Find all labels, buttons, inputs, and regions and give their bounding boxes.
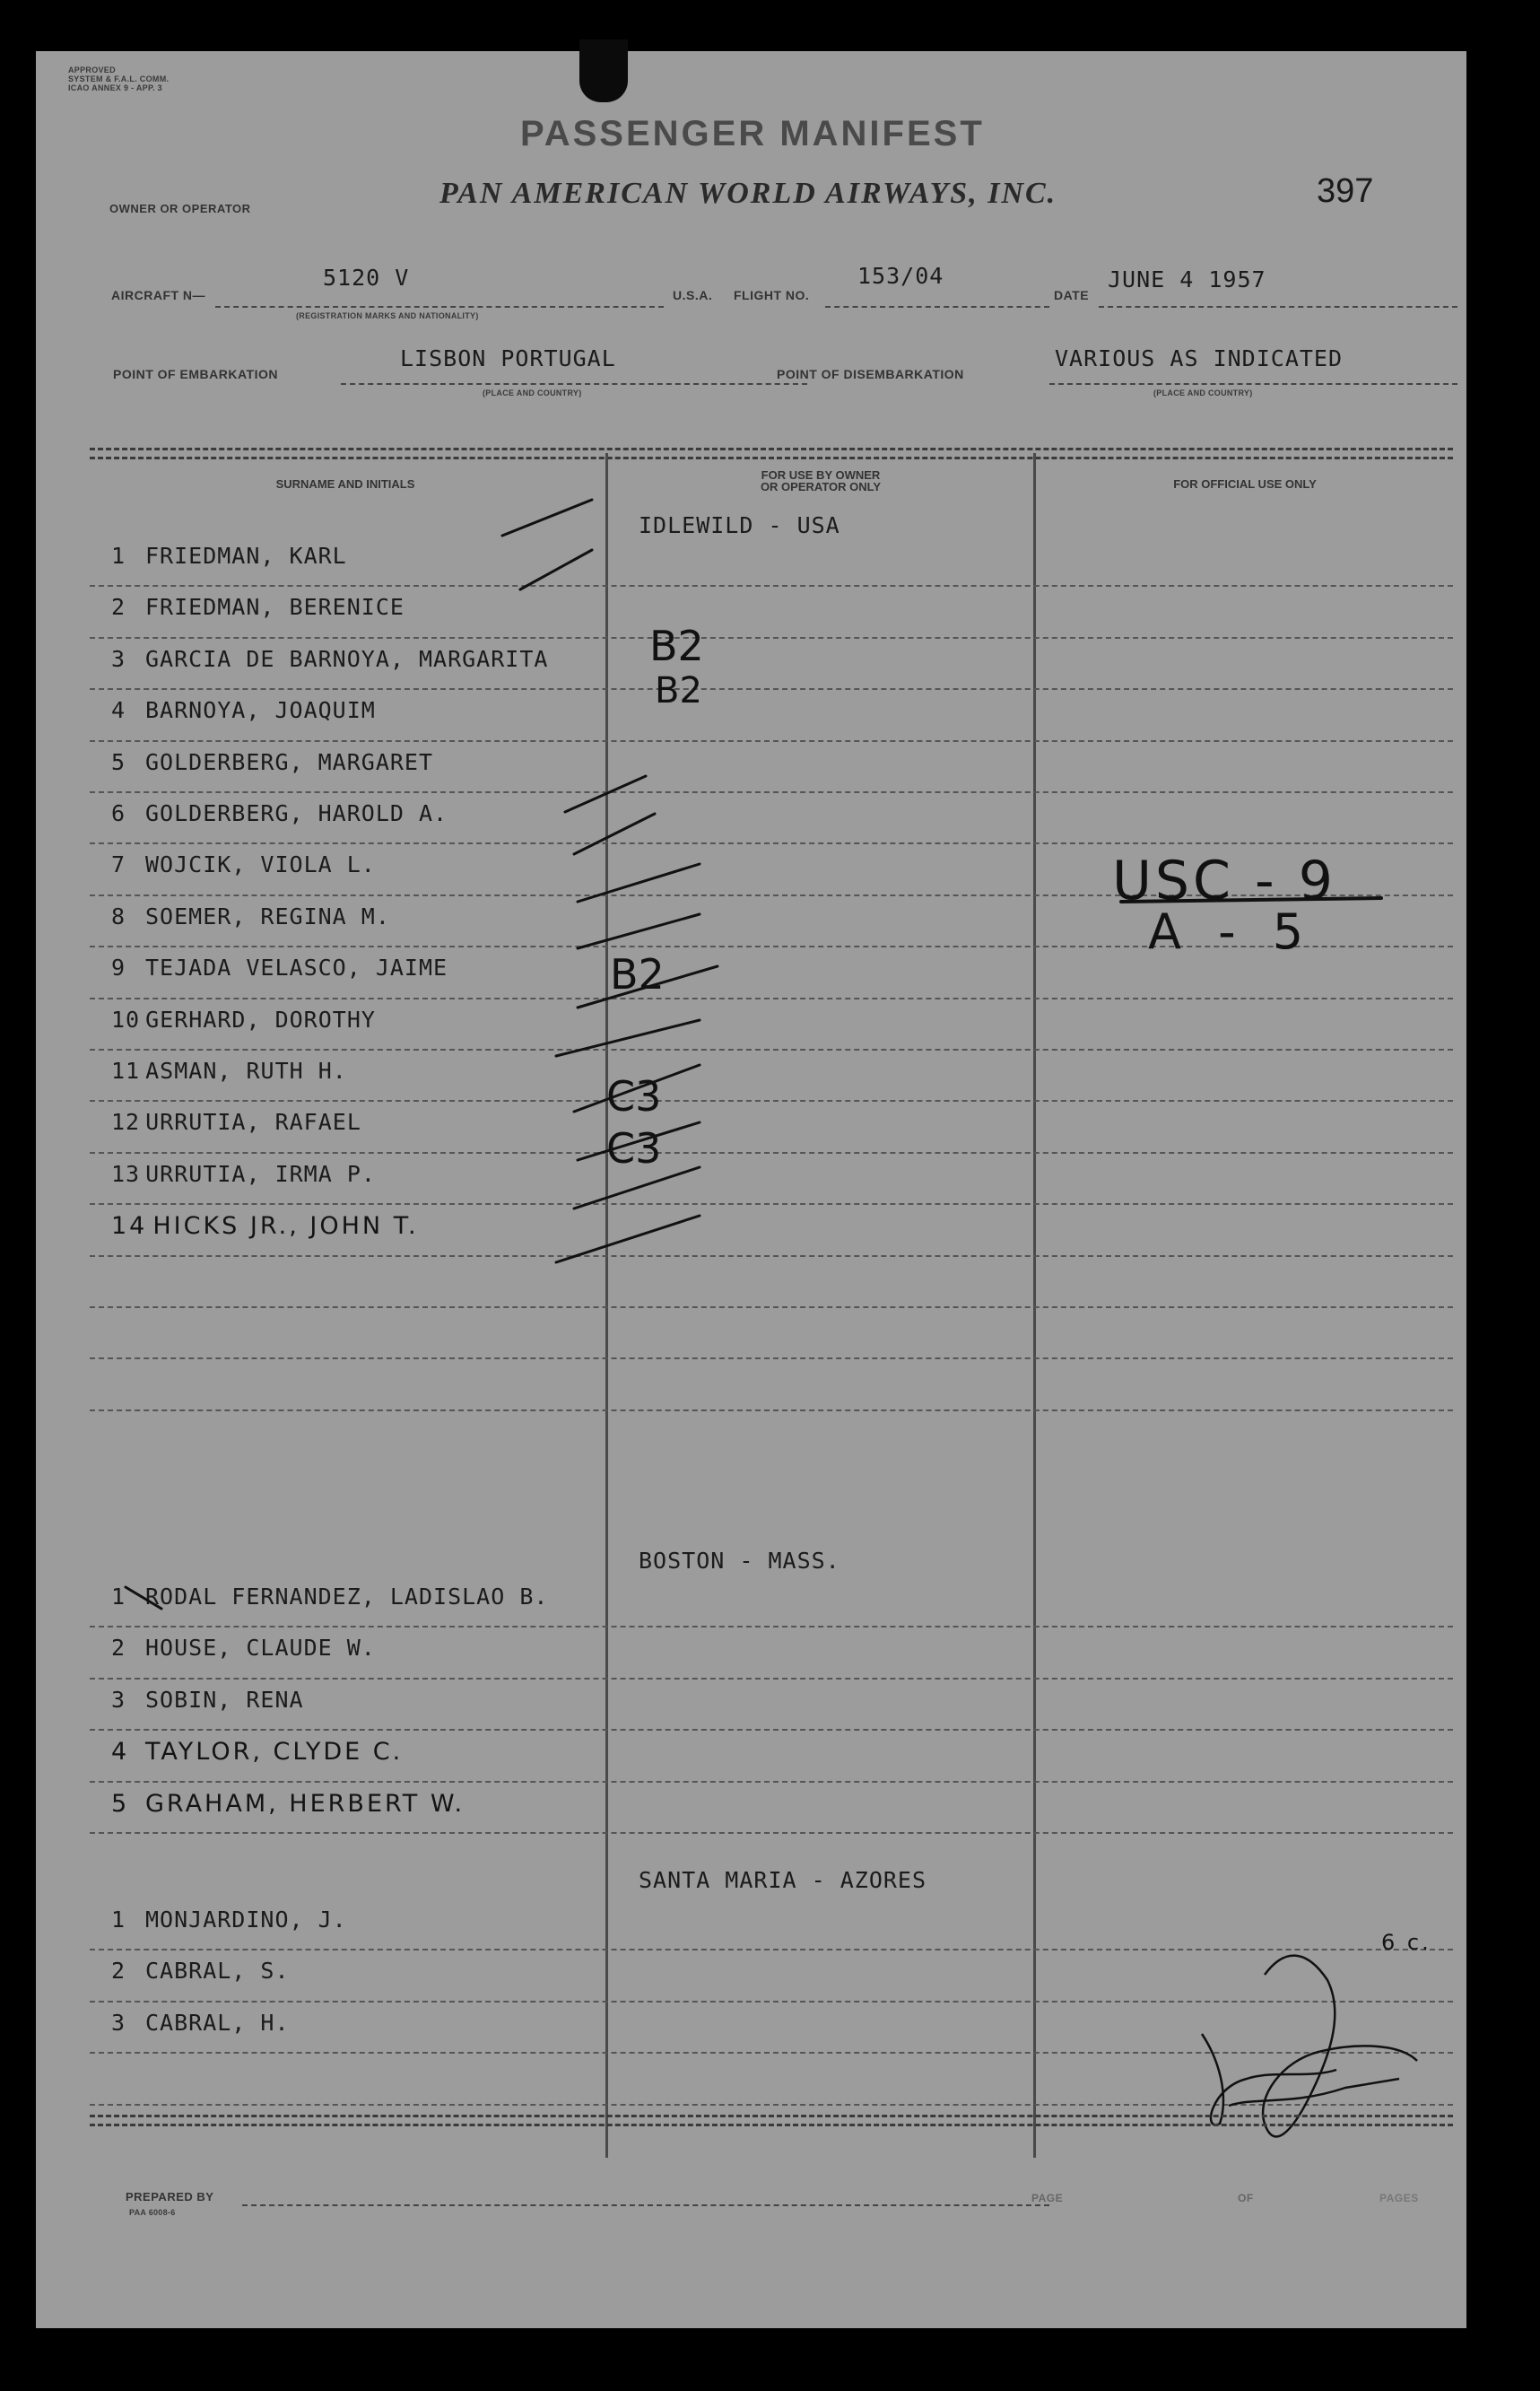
passenger-number: 10 <box>111 1006 141 1033</box>
usa-label: U.S.A. <box>673 288 713 302</box>
check-mark <box>502 500 592 536</box>
passenger-number: 4 <box>111 1738 130 1767</box>
check-mark <box>556 1020 700 1056</box>
page-title: PASSENGER MANIFEST <box>520 114 985 153</box>
passenger-number: 9 <box>111 955 126 982</box>
embark-note: (PLACE AND COUNTRY) <box>483 388 582 397</box>
date-value: JUNE 4 1957 <box>1108 266 1266 292</box>
passenger-number: 3 <box>111 1686 126 1713</box>
table-bottom-rule-2 <box>90 2124 1453 2126</box>
table-bottom-rule <box>90 2115 1453 2117</box>
approval-line-1: APPROVED <box>68 65 116 74</box>
passenger-name: CABRAL, H. <box>145 2009 290 2036</box>
signature-icon <box>1202 1956 1417 2137</box>
hole-punch <box>579 39 628 102</box>
destination-boston: BOSTON - MASS. <box>639 1548 840 1574</box>
check-mark <box>520 550 592 589</box>
passenger-name: HICKS JR., JOHN T. <box>152 1212 419 1241</box>
passenger-name: BARNOYA, JOAQUIM <box>145 697 376 724</box>
code-mark: B2 <box>655 670 702 711</box>
passenger-name: RODAL FERNANDEZ, LADISLAO B. <box>145 1584 549 1610</box>
passenger-name: HOUSE, CLAUDE W. <box>145 1635 376 1662</box>
pages-label: PAGES <box>1379 2192 1419 2204</box>
form-number: PAA 6008-6 <box>129 2208 176 2217</box>
approval-line-3: ICAO ANNEX 9 - APP. 3 <box>68 83 162 92</box>
page-number: 397 <box>1317 172 1374 210</box>
signature-suffix: 6 c. <box>1381 1930 1431 1955</box>
check-mark <box>556 1216 700 1262</box>
handwritten-marks <box>36 51 1466 2328</box>
passenger-number: 6 <box>111 800 126 826</box>
manifest-sheet <box>36 51 1466 2328</box>
passenger-name: GOLDERBERG, HAROLD A. <box>145 800 448 826</box>
check-mark <box>578 864 700 902</box>
passenger-name: SOEMER, REGINA M. <box>145 903 390 929</box>
check-mark <box>574 814 655 854</box>
passenger-name: ASMAN, RUTH H. <box>145 1058 347 1084</box>
passenger-name: WOJCIK, VIOLA L. <box>145 851 376 878</box>
passenger-number: 1 <box>111 1584 126 1610</box>
passenger-number: 7 <box>111 851 126 878</box>
owner-label: OWNER OR OPERATOR <box>109 202 251 215</box>
column-head-owner-line-2: OR OPERATOR ONLY <box>760 480 882 493</box>
disembark-label: POINT OF DISEMBARKATION <box>777 367 964 381</box>
passenger-number: 13 <box>111 1160 141 1187</box>
passenger-number: 1 <box>111 1907 126 1933</box>
aircraft-label: AIRCRAFT N— <box>111 288 206 302</box>
passenger-number: 1 <box>111 543 126 569</box>
page-label: PAGE <box>1031 2192 1064 2204</box>
passenger-name: MONJARDINO, J. <box>145 1907 347 1933</box>
check-mark <box>126 1587 161 1609</box>
flight-value: 153/04 <box>857 263 944 289</box>
column-head-owner-line-1: FOR USE BY OWNER <box>761 468 881 482</box>
prepared-by-label: PREPARED BY <box>126 2190 214 2203</box>
passenger-name: FRIEDMAN, KARL <box>145 543 347 569</box>
passenger-name: GRAHAM, HERBERT W. <box>145 1789 465 1818</box>
passenger-number: 4 <box>111 697 126 724</box>
company-name: PAN AMERICAN WORLD AIRWAYS, INC. <box>439 177 1057 210</box>
passenger-name: FRIEDMAN, BERENICE <box>145 594 405 621</box>
official-note-2: A - 5 <box>1148 903 1315 960</box>
passenger-number: 5 <box>111 1789 130 1818</box>
passenger-number: 2 <box>111 1635 126 1662</box>
passenger-name: TAYLOR, CLYDE C. <box>145 1738 404 1767</box>
passenger-name: SOBIN, RENA <box>145 1686 304 1713</box>
disembark-note: (PLACE AND COUNTRY) <box>1153 388 1253 397</box>
embark-value: LISBON PORTUGAL <box>400 345 616 371</box>
destination-santa-maria: SANTA MARIA - AZORES <box>639 1867 927 1893</box>
passenger-name: TEJADA VELASCO, JAIME <box>145 955 448 982</box>
passenger-name: GOLDERBERG, MARGARET <box>145 748 434 775</box>
approval-line-2: SYSTEM & F.A.L. COMM. <box>68 74 170 83</box>
passenger-number: 14 <box>111 1212 148 1241</box>
aircraft-value: 5120 V <box>323 265 410 291</box>
passenger-name: GERHARD, DOROTHY <box>145 1006 376 1033</box>
column-head-surname: SURNAME AND INITIALS <box>275 477 415 491</box>
passenger-name: CABRAL, S. <box>145 1958 290 1985</box>
passenger-number: 12 <box>111 1109 141 1136</box>
code-mark: B2 <box>649 622 704 670</box>
passenger-number: 5 <box>111 748 126 775</box>
date-label: DATE <box>1054 288 1090 302</box>
column-head-official: FOR OFFICIAL USE ONLY <box>1173 477 1317 491</box>
code-mark: B2 <box>610 950 665 999</box>
passenger-number: 11 <box>111 1058 141 1084</box>
passenger-name: URRUTIA, RAFAEL <box>145 1109 361 1136</box>
registration-note: (REGISTRATION MARKS AND NATIONALITY) <box>296 311 479 320</box>
passenger-number: 2 <box>111 1958 126 1985</box>
destination-idlewild: IDLEWILD - USA <box>639 512 840 538</box>
check-mark <box>574 1167 700 1209</box>
passenger-number: 3 <box>111 645 126 672</box>
disembark-value: VARIOUS AS INDICATED <box>1055 345 1344 371</box>
passenger-name: URRUTIA, IRMA P. <box>145 1160 376 1187</box>
passenger-name: GARCIA DE BARNOYA, MARGARITA <box>145 645 549 672</box>
passenger-number: 8 <box>111 903 126 929</box>
passenger-number: 3 <box>111 2009 126 2036</box>
check-mark <box>578 914 700 948</box>
of-label: OF <box>1238 2192 1254 2204</box>
embark-label: POINT OF EMBARKATION <box>113 367 278 381</box>
passenger-number: 2 <box>111 594 126 621</box>
code-mark: C3 <box>606 1072 662 1121</box>
prepared-by-line <box>242 2204 1049 2206</box>
check-mark <box>565 776 646 812</box>
official-note-1: USC - 9 <box>1112 850 1336 912</box>
flight-label: FLIGHT NO. <box>734 288 810 302</box>
code-mark: C3 <box>606 1124 662 1173</box>
